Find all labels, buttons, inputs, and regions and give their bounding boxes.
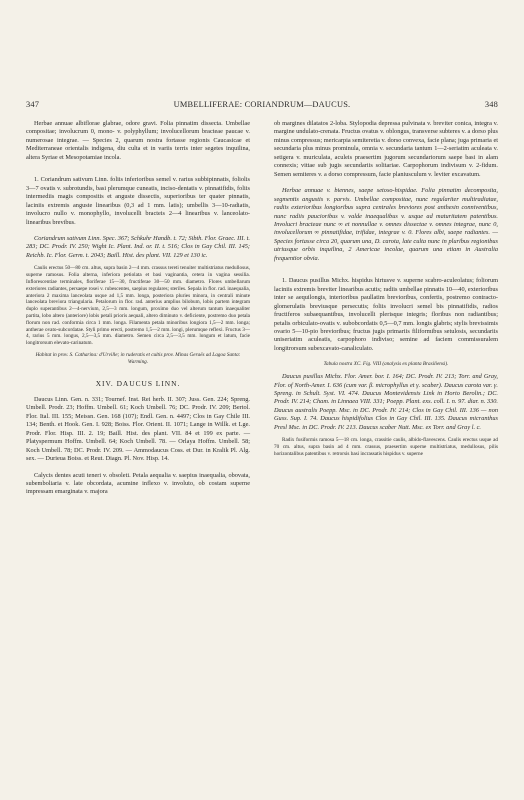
genus-intro-paragraph: Herbae annuae albiflorae glabrae, odore gravi. Folia pinnatim dissecta. Umbellae compositae; involucrum 0, mono- v. polyphyllum; involucellorum bracteae paucae v. numerosae integrae. — Species 2, quarum nostra fortasse regionis Caucasicae et Mediterraneae orientalis indigena, diu culta et in variis terris inter segetes inquilina, altera Syriae et Mesopotamiae incola. bbox=[26, 120, 250, 161]
plate-reference: Tabula nostra XC. Fig. VIII (analysis ex planta Brasiliensi). bbox=[323, 361, 449, 368]
page-number-left: 347 bbox=[26, 100, 40, 109]
genus-description-continued: ob margines dilatatos 2-loba. Stylopodia depressa pulvinata v. breviter conica, integra v. margine undulato-crenata. Fructus ovatus v. oblongus, transverse subteres v. a dorso plus minus compressus; mericarpia semiteretia v. dorso convexa, facie plana; juga primaria et secundaria plus minus prominula, omnia v. secundaria tantum 1—2-seriatim aculeata v. setigera v. muriculata, aculeis praesertim jugorum secundariorum saepe basi in alam connexis; vittae sub jugis secundariis solitariae. Carpophorum indivisum v. 2-fidum. Semen semiteres v. a dorso compressum, facie planiusculum v. leviter excavatum. bbox=[274, 120, 498, 178]
species-coriandrum-habitat: Habitat in prov. S. Catharina: d'Urville; in ruderatis et cultis prov. Minas Geraës ad Lagoa Santa: Warming. bbox=[35, 351, 241, 365]
species-coriandrum-diagnosis: 1. Coriandrum sativum Linn. foliis inferioribus semel v. rarius subbipinnatis, foliolis 3—7 ovatis v. subrotundis, basi plerumque cuneatis, inciso-dentatis v. pinnatifidis, foliis intermediis magis compositis et anguste dissectis, superioribus ter quater pinnatis, laciniis extremis anguste linearibus (0,3 ad 1 mm. latis); umbellis 3—10-radiatis, involucro nullo v. monophyllo, involucelli bracteis 2—4 linearibus v. lanceolato-linearibus brevibus. bbox=[26, 176, 250, 226]
species-coriandrum-synonymy: Coriandrum sativum Linn. Spec. 367; Schkuhr Handb. t. 72; Sibth. Flor. Graec. III. t. 283; DC. Prodr. IV. 250; Wight Ic. Plant. Ind. or. II. t. 516; Clos in Gay Chil. III. 145; Reichb. Ic. Flor. Germ. t. 2043; Baill. Hist. des plant. VII. 129 et 130 ic. bbox=[26, 234, 250, 259]
genus-habit-paragraph: Herbae annuae v. biennes, saepe setoso-hispidae. Folia pinnatim decomposita, segmentis angustis v. parvis. Umbellae compositae, nunc regulariter multiradiatae, radiis exterioribus longioribus supra centrales breviores post anthesin conniventibus, nunc radiis paucioribus v. valde inaequalibus v. usque ad maturitatem patentibus. Involucri bracteae nunc ∞ et nonnullae v. omnes dissectae v. omnes integrae, nunc 0, involucellorum ∞ pinnatifidae, trifidae, integrae v. 0. Flores albi, saepe radiantes. — Species fortasse circa 20, quarum una, D. carota, late culta nunc in pluribus regionibus utriusque orbis inquilina, 2 Americae incolae, quarum una etiam in Australia frequentior obvia. bbox=[274, 187, 498, 262]
species-daucus-pusillus-description: Radix fusiformis ramosa 5—18 cm. longa, crassitie caulis, albido-flavescens. Caulis erectus usque ad 70 cm. altus, supra basin ad 4 mm. crassus, praesertim superne multistriatus, medullosus, pilis horizontalibus patentibus v. retrorsis basi incrassatis hispidus v. superne bbox=[274, 437, 498, 457]
species-coriandrum-description: Caulis erectus 50—80 cm. altus, supra basin 2—4 mm. crassus tereti tenuiter multistriatus medullosus, superne ramosus. Folia alterna, inferiora petiolata et basi vaginantia, cetera in vagina sessilia. Inflorescentiae terminales, floriferae 15—30, fructiferae 30—50 mm. diametro. Flores umbellarum exteriores radiantes, persaepe rosei v. rubescentes, saepius regulares; steriles. Sepala in flor. rad. inaequalia, anteriora 2 maxima lanceolata usque ad 1,5 mm. longa, posteriora pluries minora, in centrali minute lanceolata breviora triangularia. Petalorum in flor. rad. anterius amplius bilobum, lobis partem integram duplo superantibus 2—4-nervium, 2,5—3 mm. longum, proximo duo vel alterum tantum inaequaliter partita, lobo altero (anteriore) lobis petali prioris aequali, altero diminuto v. deficiente, postremo duo petala florum non rad. conformia circa 1 mm. longa. Filamenta petala minoribus longiora 1,5—2 mm. longa; antherae ovato-subcordatae. Styli primo erecti, postremo 1,5—2 mm. longi, plerumque reflexi. Fructus 3—4, rarius 5 mm. longus, 2,5—3,5 mm. diametro. Semen circa 2,5—3,5 mm. longum et latum, facie longitrorsum elevato-carinatum. bbox=[26, 265, 250, 347]
genus-synonymy: Daucus Linn. Gen. n. 331; Tournef. Inst. Rei herb. II. 307; Juss. Gen. 224; Spreng. Umbell. Prodr. 23; Hoffm. Umbell. 61; Koch Umbell. 76; DC. Prodr. IV. 209; Bertol. Flor. Ital. III. 155; Meissn. Gen. 168 (107); Endl. Gen. n. 4497; Clos in Gay Chile III. 134; Benth. et Hook. Gen. I. 928; Boiss. Flor. Orient. II. 1071; Lange in Willk. et Lge. Prodr. Flor. Hisp. III. 2. 19; Baill. Hist. des plant. VII. 84 et 199 ex parte. — Platyspermum Hoffm. Umbell. 64; Koch Umbell. 78. — Orlaya Hoffm. Umbell. 58; Koch Umbell. 78; DC. Prodr. IV. 209. — Ammodaucus Coss. et Dur. in Kralik Pl. Alg. sex. — Durieua Boiss. et Reut. Diagn. Pl. Nov. Hisp. 14. bbox=[26, 395, 250, 463]
running-header bbox=[26, 100, 498, 114]
species-daucus-pusillus-diagnosis: 1. Daucus pusillus Michx. hispidus hirtusve v. superne scabro-aculeolatus; foliorum laciniis extremis breviter linearibus acutis; radiis umbellae pinnatis 10—40, exterioribus inter se aequilongis, interioribus paullatim brevioribus, confertis, postremo contracto-glomerulatis breviusque persecutis; foliis involucri semel bis pinnatifidis, radios fructiferos subaequantibus, involucelli plerisque integris; floribus non radiantibus; petalis orbiculato-ovatis v. subobcordatis 0,5—0,7 mm. longis glabris; stylis brevissimis ovario 5—10-pio brevioribus; fructus jugis primariis filiformibus setulosis, secundariis uniseriatim aculeatis, carpophoro indiviso; semine ad faciem commissuralem longitrorsum subexcavato-canaliculato. bbox=[274, 277, 498, 352]
genus-description: Calycis dentes acuti teneri v. obsoleti. Petala aequalia v. saepius inaequalia, obovata, subemboliaria v. late obcordata, acumine inflexo v. involuto, ob costam superne impressam emarginata v. majora bbox=[26, 471, 250, 496]
left-column bbox=[26, 120, 250, 497]
genus-heading: XIV. DAUCUS LINN. bbox=[95, 378, 181, 388]
right-column bbox=[274, 120, 498, 458]
running-title: UMBELLIFERAE: CORIANDRUM—DAUCUS. bbox=[173, 100, 351, 109]
species-daucus-pusillus-synonymy: Daucus pusillus Michx. Flor. Amer. bor. I. 164; DC. Prodr. IV. 213; Torr. and Gray, Flor. of North-Amer. I. 636 (cum var. β. microphyllus et γ. scaber). Daucus carota var. γ. Spreng. in Schult. Syst. VI. 474. Daucus Montevidensis Link in Horto Berolin.; DC. Prodr. IV. 214; Cham. in Linnaea VIII. 331; Poepp. Plant. exs. coll. I. n. 97. diar. n. 330. Daucus australis Poepp. Msc. in DC. Prodr. IV. 214; Clos in Gay Chil. III. 136 — non Guss. Sup. I. 74. Daucus hispidifolius Clos in Gay Chil. III. 135. Daucus micranthus Presl Msc. in DC. Prodr. IV. 213. Daucus scaber Nutt. Msc. ex Torr. and Gray l. c. bbox=[274, 373, 498, 431]
page-number-right: 348 bbox=[484, 100, 498, 109]
